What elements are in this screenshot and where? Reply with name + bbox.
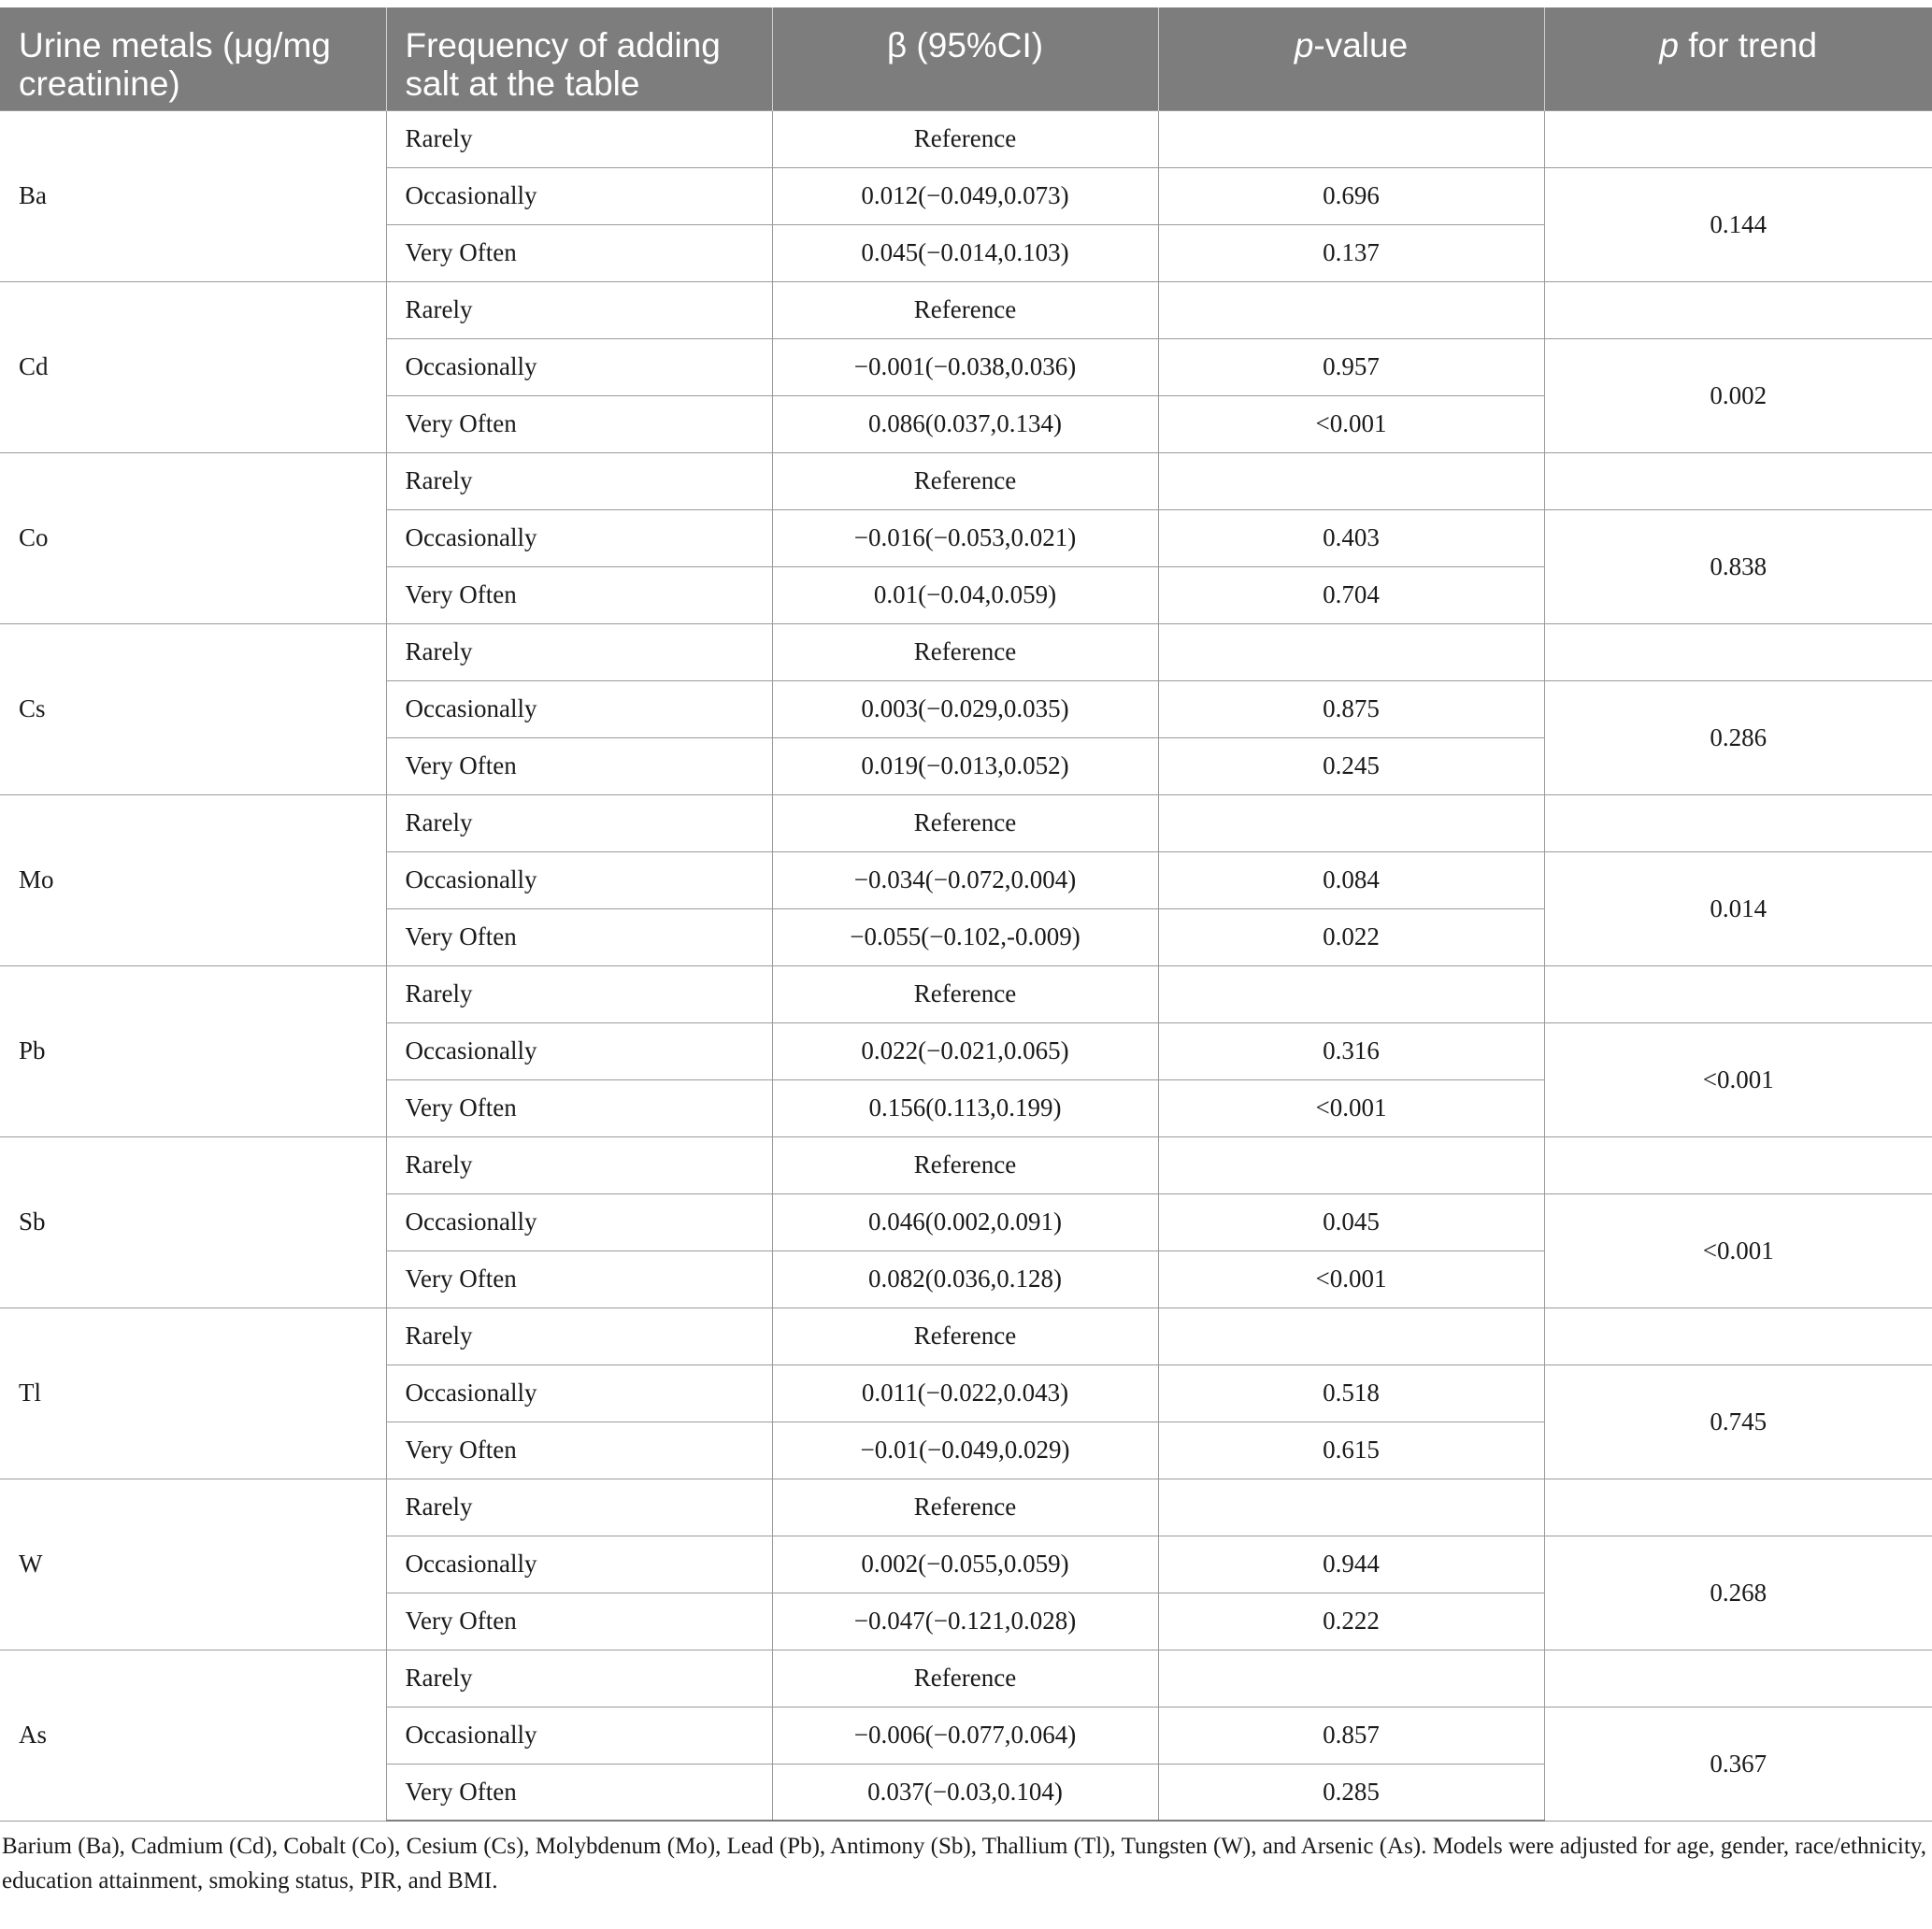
p-value-cell [1158, 281, 1544, 338]
p-trend-cell: 0.838 [1544, 509, 1932, 623]
beta-ci-cell: −0.001(−0.038,0.036) [772, 338, 1158, 395]
beta-ci-cell: −0.016(−0.053,0.021) [772, 509, 1158, 566]
p-value-cell [1158, 452, 1544, 509]
frequency-cell: Rarely [386, 1307, 772, 1365]
frequency-cell: Very Often [386, 1079, 772, 1136]
p-trend-cell: 0.367 [1544, 1707, 1932, 1821]
header-row [0, 7, 1932, 110]
frequency-cell: Rarely [386, 1136, 772, 1193]
beta-ci-cell: 0.082(0.036,0.128) [772, 1250, 1158, 1307]
metal-cell: Mo [0, 794, 386, 965]
frequency-cell: Rarely [386, 110, 772, 167]
table-row [0, 452, 1932, 509]
header-frequency: Frequency of adding salt at the table [386, 7, 772, 110]
beta-ci-cell: 0.002(−0.055,0.059) [772, 1536, 1158, 1593]
frequency-cell: Occasionally [386, 509, 772, 566]
table-row [0, 1479, 1932, 1536]
beta-ci-cell: 0.156(0.113,0.199) [772, 1079, 1158, 1136]
p-trend-cell: <0.001 [1544, 1022, 1932, 1136]
beta-ci-cell: Reference [772, 623, 1158, 680]
frequency-cell: Very Often [386, 1593, 772, 1650]
beta-ci-cell: Reference [772, 1650, 1158, 1707]
frequency-cell: Very Often [386, 908, 772, 965]
p-value-cell [1158, 965, 1544, 1022]
table-row [0, 1136, 1932, 1193]
beta-ci-cell: 0.022(−0.021,0.065) [772, 1022, 1158, 1079]
frequency-cell: Rarely [386, 623, 772, 680]
table-row [0, 281, 1932, 338]
p-trend-cell: 0.286 [1544, 680, 1932, 794]
beta-ci-cell: Reference [772, 110, 1158, 167]
frequency-cell: Rarely [386, 452, 772, 509]
p-trend-cell: 0.745 [1544, 1365, 1932, 1479]
p-value-cell: 0.518 [1158, 1365, 1544, 1422]
frequency-cell: Occasionally [386, 167, 772, 224]
p-trend-empty-cell [1544, 281, 1932, 338]
p-trend-cell: 0.002 [1544, 338, 1932, 452]
metal-cell: Pb [0, 965, 386, 1136]
table-header [0, 7, 1932, 110]
beta-ci-cell: −0.006(−0.077,0.064) [772, 1707, 1158, 1764]
beta-ci-cell: Reference [772, 1479, 1158, 1536]
frequency-cell: Occasionally [386, 851, 772, 908]
header-p-trend [1544, 7, 1932, 110]
frequency-cell: Very Often [386, 737, 772, 794]
metal-cell: Sb [0, 1136, 386, 1307]
p-value-cell [1158, 110, 1544, 167]
p-value-cell: 0.875 [1158, 680, 1544, 737]
p-value-cell: 0.084 [1158, 851, 1544, 908]
frequency-cell: Rarely [386, 1479, 772, 1536]
p-value-cell [1158, 794, 1544, 851]
header-p-value-rest: -value [1313, 26, 1409, 64]
p-trend-empty-cell [1544, 1136, 1932, 1193]
beta-ci-cell: Reference [772, 1307, 1158, 1365]
beta-ci-cell: 0.037(−0.03,0.104) [772, 1764, 1158, 1821]
frequency-cell: Occasionally [386, 338, 772, 395]
p-value-cell [1158, 1479, 1544, 1536]
header-p-trend-rest: for trend [1679, 26, 1818, 64]
beta-ci-cell: Reference [772, 1136, 1158, 1193]
results-table [0, 7, 1932, 1822]
beta-ci-cell: 0.011(−0.022,0.043) [772, 1365, 1158, 1422]
frequency-cell: Very Often [386, 1764, 772, 1821]
table-body [0, 110, 1932, 1821]
metal-cell: Ba [0, 110, 386, 281]
frequency-cell: Rarely [386, 794, 772, 851]
beta-ci-cell: −0.055(−0.102,-0.009) [772, 908, 1158, 965]
beta-ci-cell: 0.019(−0.013,0.052) [772, 737, 1158, 794]
metal-cell: Cs [0, 623, 386, 794]
metal-cell: Tl [0, 1307, 386, 1479]
table-row [0, 110, 1932, 167]
frequency-cell: Rarely [386, 965, 772, 1022]
table-footnote: Barium (Ba), Cadmium (Cd), Cobalt (Co), Cesium (Cs), Molybdenum (Mo), Lead (Pb), Antimony (Sb), Thallium (Tl), Tungsten (W), and Arsenic (As). Models were adjusted for age, gender, race/ethnicity, education attainment, smoking status, PIR, and BMI. [2, 1834, 1927, 1893]
beta-ci-cell: 0.046(0.002,0.091) [772, 1193, 1158, 1250]
p-value-cell: 0.137 [1158, 224, 1544, 281]
frequency-cell: Very Often [386, 566, 772, 623]
frequency-cell: Occasionally [386, 1707, 772, 1764]
beta-ci-cell: 0.003(−0.029,0.035) [772, 680, 1158, 737]
p-value-cell: <0.001 [1158, 1250, 1544, 1307]
metal-cell: Cd [0, 281, 386, 452]
p-value-cell: 0.944 [1158, 1536, 1544, 1593]
p-trend-cell: 0.268 [1544, 1536, 1932, 1650]
p-trend-cell: 0.144 [1544, 167, 1932, 281]
table-row [0, 794, 1932, 851]
results-table-container [0, 7, 1932, 1898]
header-p-trend-italic: p [1659, 26, 1679, 64]
p-trend-cell: 0.014 [1544, 851, 1932, 965]
metal-cell: Co [0, 452, 386, 623]
table-row [0, 965, 1932, 1022]
frequency-cell: Occasionally [386, 1193, 772, 1250]
beta-ci-cell: 0.086(0.037,0.134) [772, 395, 1158, 452]
beta-ci-cell: Reference [772, 965, 1158, 1022]
table-row [0, 1650, 1932, 1707]
header-p-value-italic: p [1294, 26, 1314, 64]
p-value-cell: 0.957 [1158, 338, 1544, 395]
p-value-cell: 0.245 [1158, 737, 1544, 794]
header-urine-metals: Urine metals (μg/mg creatinine) [0, 7, 386, 110]
p-value-cell [1158, 1307, 1544, 1365]
p-trend-cell: <0.001 [1544, 1193, 1932, 1307]
frequency-cell: Rarely [386, 1650, 772, 1707]
frequency-cell: Occasionally [386, 1536, 772, 1593]
frequency-cell: Very Often [386, 1250, 772, 1307]
p-value-cell: 0.285 [1158, 1764, 1544, 1821]
p-trend-empty-cell [1544, 1650, 1932, 1707]
p-value-cell: 0.045 [1158, 1193, 1544, 1250]
beta-ci-cell: Reference [772, 281, 1158, 338]
p-value-cell: 0.222 [1158, 1593, 1544, 1650]
p-value-cell: 0.403 [1158, 509, 1544, 566]
beta-ci-cell: Reference [772, 794, 1158, 851]
p-trend-empty-cell [1544, 1307, 1932, 1365]
beta-ci-cell: −0.034(−0.072,0.004) [772, 851, 1158, 908]
header-beta-ci: β (95%CI) [772, 7, 1158, 110]
frequency-cell: Occasionally [386, 1365, 772, 1422]
p-value-cell [1158, 1136, 1544, 1193]
frequency-cell: Very Often [386, 1422, 772, 1479]
p-trend-empty-cell [1544, 623, 1932, 680]
p-value-cell: 0.615 [1158, 1422, 1544, 1479]
p-trend-empty-cell [1544, 794, 1932, 851]
p-value-cell: 0.704 [1158, 566, 1544, 623]
frequency-cell: Very Often [386, 395, 772, 452]
p-value-cell: 0.857 [1158, 1707, 1544, 1764]
beta-ci-cell: 0.012(−0.049,0.073) [772, 167, 1158, 224]
header-p-value [1158, 7, 1544, 110]
beta-ci-cell: −0.01(−0.049,0.029) [772, 1422, 1158, 1479]
frequency-cell: Rarely [386, 281, 772, 338]
frequency-cell: Occasionally [386, 680, 772, 737]
beta-ci-cell: 0.045(−0.014,0.103) [772, 224, 1158, 281]
p-value-cell [1158, 623, 1544, 680]
p-value-cell: 0.696 [1158, 167, 1544, 224]
p-trend-empty-cell [1544, 452, 1932, 509]
table-row [0, 623, 1932, 680]
frequency-cell: Very Often [386, 224, 772, 281]
p-trend-empty-cell [1544, 1479, 1932, 1536]
beta-ci-cell: −0.047(−0.121,0.028) [772, 1593, 1158, 1650]
table-row [0, 1307, 1932, 1365]
p-value-cell [1158, 1650, 1544, 1707]
p-value-cell: <0.001 [1158, 1079, 1544, 1136]
metal-cell: As [0, 1650, 386, 1821]
p-value-cell: <0.001 [1158, 395, 1544, 452]
p-value-cell: 0.316 [1158, 1022, 1544, 1079]
beta-ci-cell: Reference [772, 452, 1158, 509]
beta-ci-cell: 0.01(−0.04,0.059) [772, 566, 1158, 623]
p-value-cell: 0.022 [1158, 908, 1544, 965]
metal-cell: W [0, 1479, 386, 1650]
p-trend-empty-cell [1544, 110, 1932, 167]
p-trend-empty-cell [1544, 965, 1932, 1022]
frequency-cell: Occasionally [386, 1022, 772, 1079]
